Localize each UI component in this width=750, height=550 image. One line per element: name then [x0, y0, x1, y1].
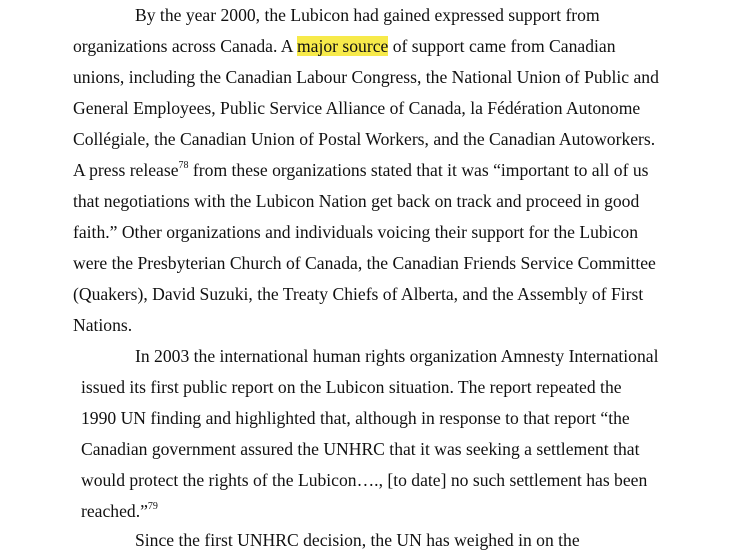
p2-line-3: 1990 UN finding and highlighted that, although in response to that report “the [81, 408, 630, 428]
p2-line-6 [81, 501, 158, 525]
p1-line-10: (Quakers), David Suzuki, the Treaty Chiefs of Alberta, and the Assembly of First [73, 284, 644, 304]
p1-line-11: Nations. [73, 315, 133, 335]
highlighted-text: major source [296, 36, 389, 56]
p3-line-1-cut-off: Since the first UNHRC decision, the UN has weighed in on the [135, 530, 580, 550]
p1-line-5: Collégiale, the Canadian Union of Postal Workers, and the Canadian Autoworkers. [73, 129, 656, 149]
p1-line-4: General Employees, Public Service Alliance of Canada, la Fédération Autonome [73, 98, 641, 118]
p2-line-1: In 2003 the international human rights organization Amnesty International [135, 346, 659, 366]
p2-line-5: would protect the rights of the Lubicon…., [to date] no such settlement has been [81, 470, 648, 490]
p1-line-2-text-a: organizations across Canada. A [73, 36, 297, 56]
p2-line-4: Canadian government assured the UNHRC that it was seeking a settlement that [81, 439, 640, 459]
p1-line-7: that negotiations with the Lubicon Nation get back on track and proceed in good [73, 191, 640, 211]
p1-line-9: were the Presbyterian Church of Canada, the Canadian Friends Service Committee [73, 253, 656, 273]
p1-line-2 [73, 36, 616, 56]
p1-line-6-text-a: A press release [73, 160, 179, 180]
p1-line-3: unions, including the Canadian Labour Congress, the National Union of Public and [73, 67, 659, 87]
footnote-ref-79: 79 [147, 501, 158, 512]
p2-line-2: issued its first public report on the Lubicon situation. The report repeated the [81, 377, 622, 397]
p1-line-6-text-b: from these organizations stated that it was “important to all of us [188, 160, 649, 180]
p1-line-6 [73, 160, 648, 184]
p1-line-1: By the year 2000, the Lubicon had gained expressed support from [135, 5, 600, 25]
p2-line-6-text: reached.” [81, 501, 148, 521]
p1-line-2-text-b: of support came from Canadian [388, 36, 616, 56]
p1-line-8: faith.” Other organizations and individuals voicing their support for the Lubicon [73, 222, 638, 242]
footnote-ref-78: 78 [178, 160, 189, 171]
